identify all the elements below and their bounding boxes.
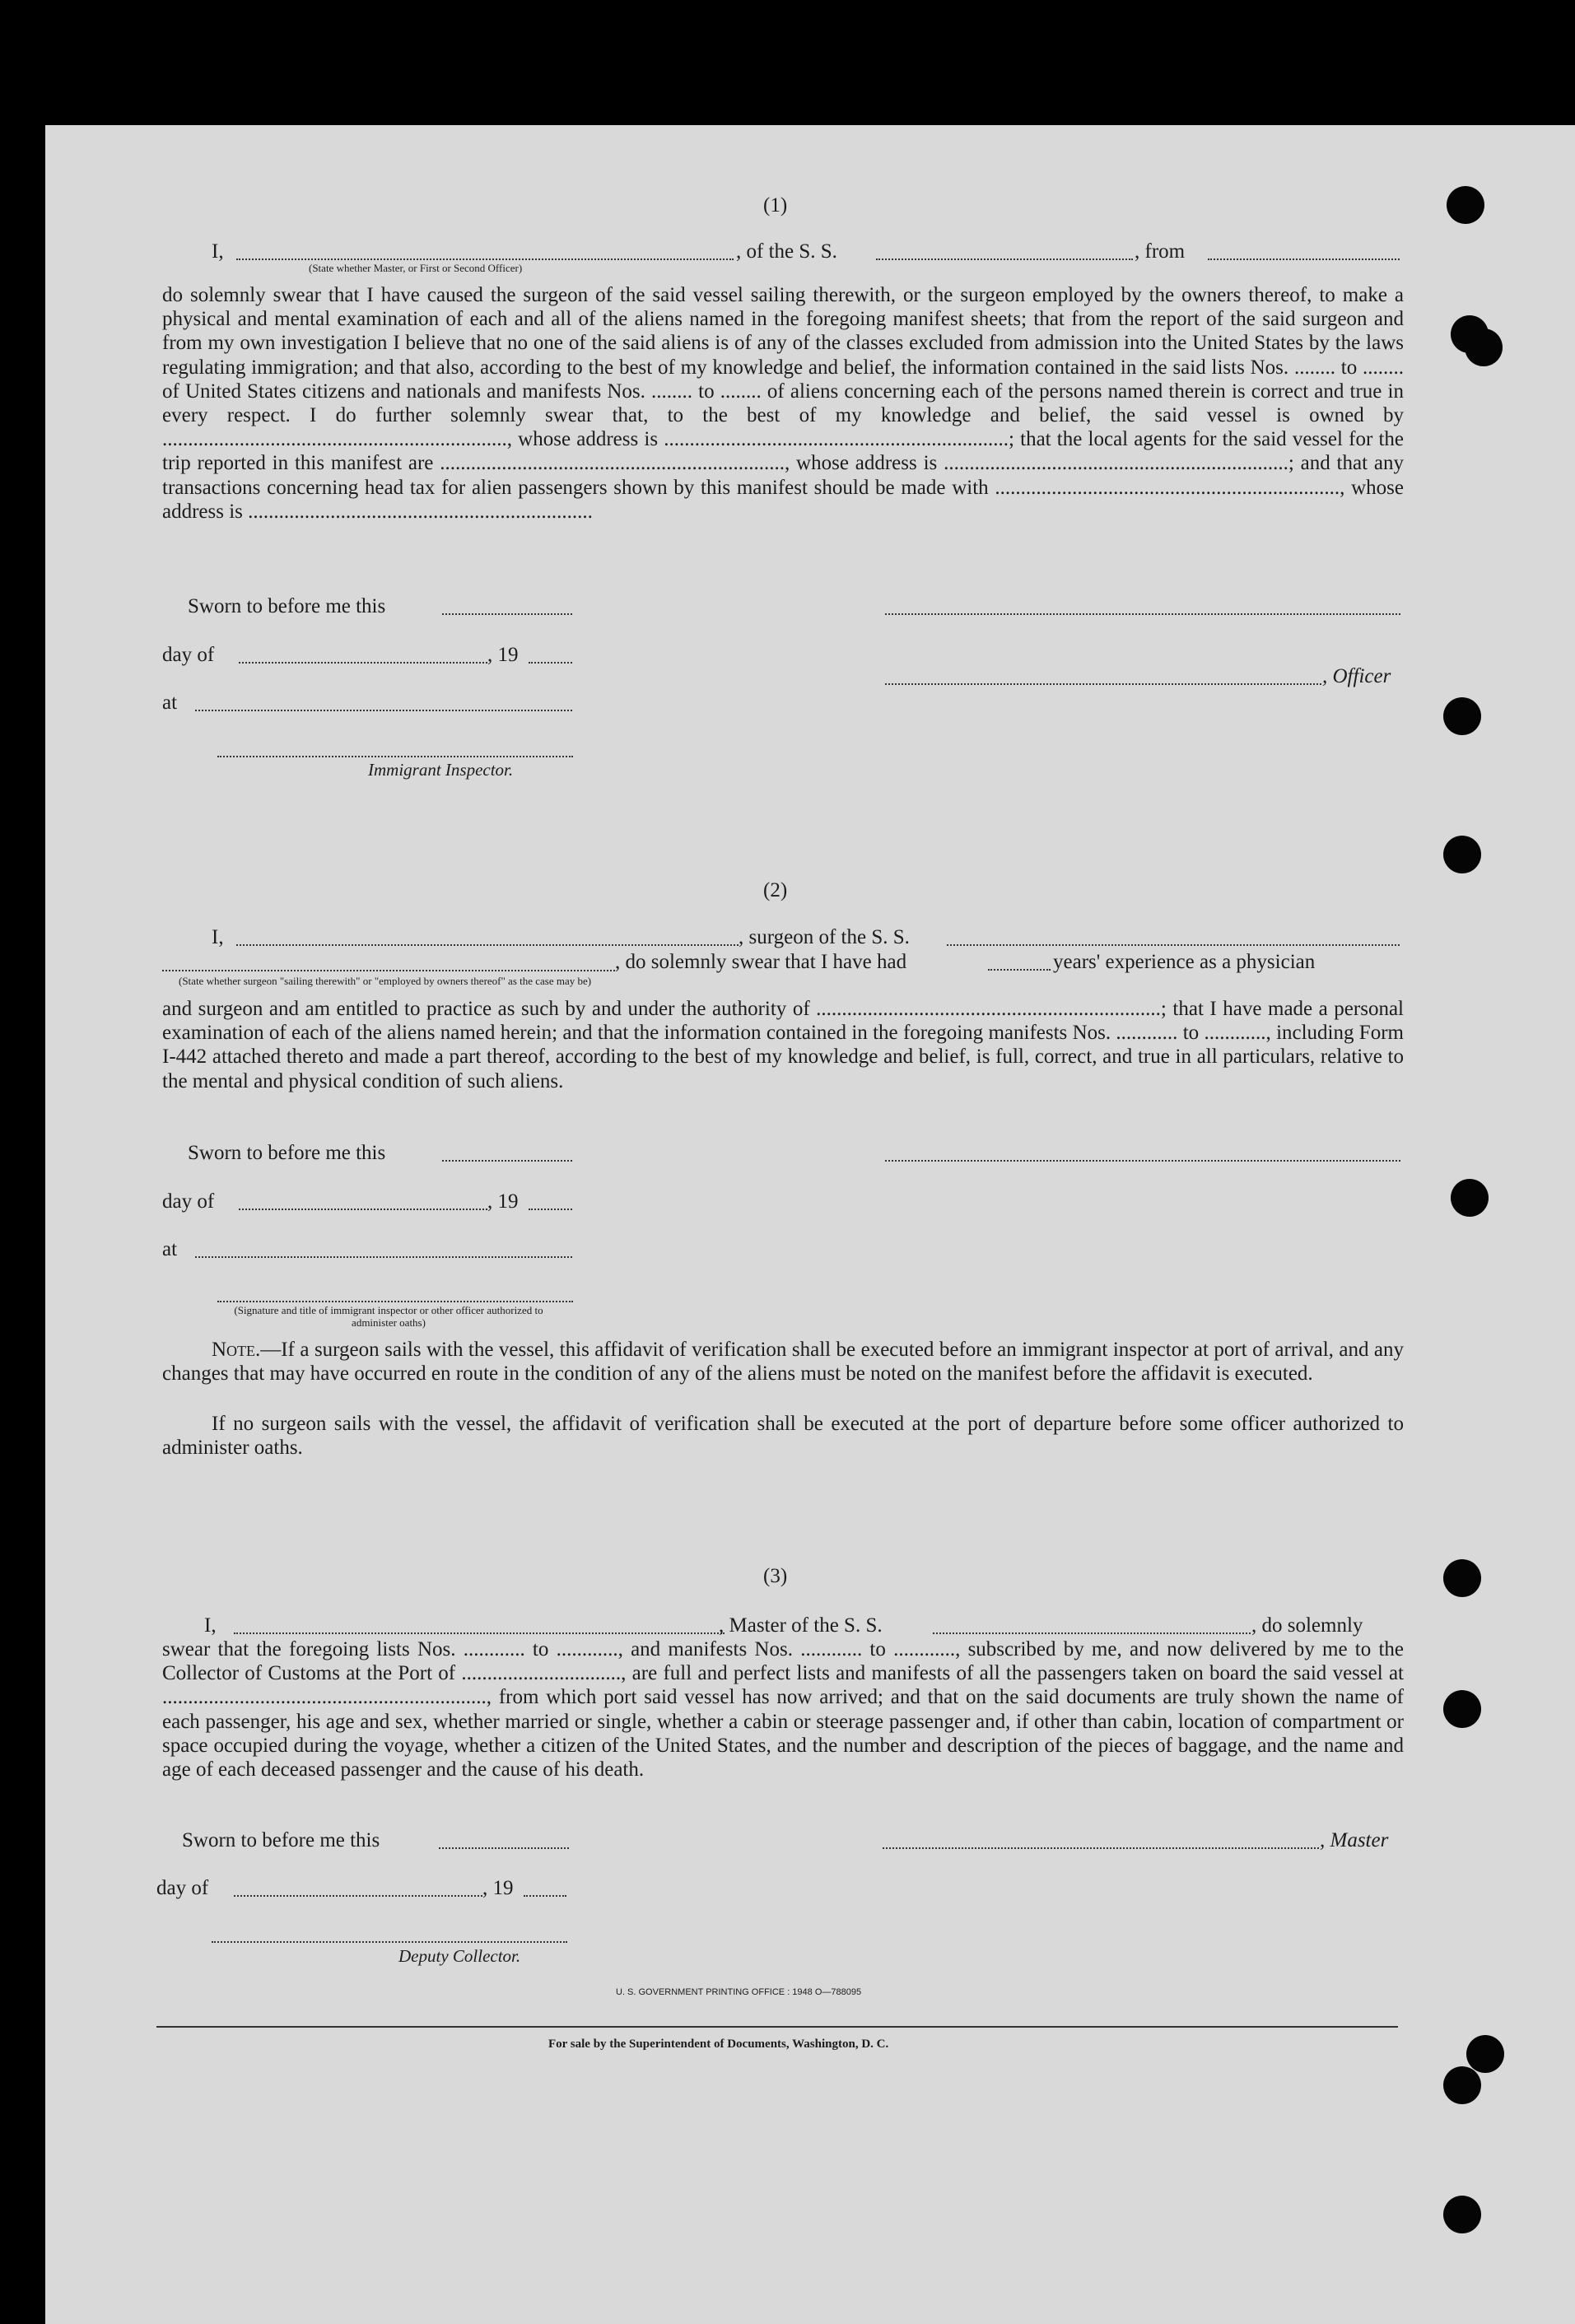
s2-note-2: If no surgeon sails with the vessel, the affidavit of verification shall be executed at the port of departure before some officer authorized to administer oaths. (162, 1413, 1404, 1460)
s2-day-line (239, 1209, 487, 1210)
s1-day-label: day of (162, 644, 215, 666)
s3-year-label: , 19 (482, 1877, 514, 1899)
s1-officer-signature-line (885, 613, 1400, 615)
punch-hole (1451, 1179, 1489, 1217)
section-2-number: (2) (763, 879, 788, 901)
punch-hole (1447, 186, 1484, 224)
s2-surgeon-of-label: , surgeon of the S. S. (739, 926, 910, 948)
s1-sworn-line (442, 613, 572, 615)
punch-hole (1465, 328, 1503, 366)
s3-year-line (524, 1895, 566, 1897)
s3-master-of-label: , Master of the S. S. (719, 1614, 883, 1637)
s2-at-line (195, 1256, 572, 1258)
s1-from-label: , from (1135, 240, 1186, 263)
punch-hole (1443, 697, 1481, 735)
punch-hole (1466, 2035, 1504, 2073)
s2-sworn-label: Sworn to before me this (188, 1142, 386, 1164)
s1-at-label: at (162, 692, 178, 714)
s2-inspector-line (217, 1301, 573, 1302)
s2-signature-note: (Signature and title of immigrant inspector or other officer authorized to administer oaths) (234, 1304, 543, 1329)
punch-hole (1443, 836, 1481, 873)
section-3-number: (3) (763, 1565, 788, 1587)
s1-officer-label: , Officer (1322, 665, 1391, 687)
s3-master-name-line (234, 1632, 725, 1634)
s2-note-label: Note. (212, 1339, 261, 1361)
punch-hole (1443, 1690, 1481, 1728)
s3-collector-label: Deputy Collector. (398, 1946, 521, 1966)
s1-inspector-label: Immigrant Inspector. (368, 760, 514, 780)
s3-i-label: I, (204, 1614, 217, 1637)
s2-years-exp-label: years' experience as a physician (1053, 951, 1316, 973)
s2-year-line (529, 1209, 572, 1210)
s3-day-label: day of (156, 1877, 209, 1899)
s1-year-line (529, 662, 572, 664)
sale-notice: For sale by the Superintendent of Documents, Washington, D. C. (548, 2038, 889, 2051)
s1-i-label: I, (212, 240, 224, 263)
s1-day-line (239, 662, 487, 664)
s3-vessel-line (933, 1632, 1251, 1634)
s2-oath-body: and surgeon and am entitled to practice as such by and under the authority of ...................................................................; that I have made a personal examination of each of the aliens named herein; and that the information contained in the foregoing manifests Nos. ............ to ............, including Form I-442 attached thereto and made a part thereof, according to the best of my knowledge and belief, is full, correct, and true in all particulars, relative to the mental and physical condition of such aliens. (162, 998, 1404, 1092)
s1-oath-body: do solemnly swear that I have caused the surgeon of the said vessel sailing therewith, or the surgeon employed by the owners thereof, to make a physical and mental examination of each and all of the aliens named in the foregoing manifest sheets; that from the report of the said surgeon and from my own investigation I believe that no one of the said aliens is of any of the classes excluded from admission into the United States by the laws regulating immigration; and that also, according to the best of my knowledge and belief, the information contained in the said lists Nos. ........ to ........ of United States citizens and nationals and manifests Nos. ........ to ........ of aliens concerning each of the persons named therein is correct and true in every respect. I do further solemnly swear that, to the best of my knowledge and belief, the said vessel is owned by ..................................................................., whose address is ...................................................................; that the local agents for the said vessel for the trip reported in this manifest are ..................................................................., whose address is ...................................................................; and that any transactions concerning head tax for alien passengers shown by this manifest should be made with ..................................................................., whose address is ................................................................... (162, 284, 1404, 523)
s1-officer-note: (State whether Master, or First or Second Officer) (309, 262, 523, 274)
s3-collector-line (212, 1941, 567, 1943)
punch-hole (1443, 1559, 1481, 1597)
gpo-imprint: U. S. GOVERNMENT PRINTING OFFICE : 1948 O—788095 (616, 1987, 862, 1997)
s1-officer-name-line (236, 258, 734, 260)
s2-i-label: I, (212, 926, 224, 948)
s2-sworn-line (442, 1160, 572, 1162)
s1-at-line (195, 710, 572, 711)
s1-of-ss-label: , of the S. S. (736, 240, 837, 263)
s3-sworn-line (439, 1847, 569, 1849)
s3-master-label: , Master (1320, 1829, 1389, 1851)
s1-vessel-line (876, 258, 1133, 260)
s2-surgeon-signature-line (885, 1160, 1400, 1162)
s1-year-label: , 19 (487, 644, 519, 666)
s2-year-label: , 19 (487, 1190, 519, 1213)
footer-rule (156, 2026, 1398, 2028)
s3-day-line (234, 1895, 482, 1897)
s2-swear-had-label: , do solemnly swear that I have had (615, 951, 907, 973)
s3-oath-body: swear that the foregoing lists Nos. ............ to ............, and manifests Nos. ............ to ............, subscribed by me, and now delivered by me to the Collector of Customs at the Port of ..............................., are full and perfect lists and manifests of all the passengers taken on board the said vessel at ..............................................................., from which port said vessel has now arrived; and that on the said documents are truly shown the name of each passenger, his age and sex, whether married or single, whether a cabin or steerage passenger and, if other than cabin, location of compartment or space occupied during the voyage, whether a citizen of the United States, and the number and description of the pieces of baggage, and the name and age of each deceased passenger and the cause of his death. (162, 1638, 1404, 1781)
s3-master-signature-line (883, 1847, 1319, 1849)
section-1-number: (1) (763, 194, 788, 217)
s3-do-solemnly-label: , do solemnly (1251, 1614, 1363, 1637)
s2-note-text: —If a surgeon sails with the vessel, this affidavit of verification shall be executed before an immigrant inspector at port of arrival, and any changes that may have occurred en route in the condition of any of the aliens must be noted on the manifest before the affidavit is executed. (162, 1339, 1404, 1386)
s2-note-paragraph (162, 1338, 1404, 1386)
s2-status-line (162, 970, 615, 971)
s1-inspector-line (217, 756, 573, 757)
s2-at-label: at (162, 1238, 178, 1260)
s2-years-line (988, 969, 1051, 971)
s2-surgeon-note: (State whether surgeon "sailing therewith" or "employed by owners thereof" as the case may be) (179, 975, 592, 987)
s1-sworn-label: Sworn to before me this (188, 595, 386, 617)
s2-surgeon-name-line (236, 944, 739, 946)
s2-vessel-line (947, 944, 1400, 946)
s2-day-label: day of (162, 1190, 215, 1213)
s3-sworn-label: Sworn to before me this (182, 1829, 380, 1851)
punch-hole (1443, 2066, 1481, 2104)
s1-from-line (1208, 258, 1400, 260)
punch-hole (1443, 2196, 1481, 2233)
s1-officer-line (885, 683, 1321, 685)
